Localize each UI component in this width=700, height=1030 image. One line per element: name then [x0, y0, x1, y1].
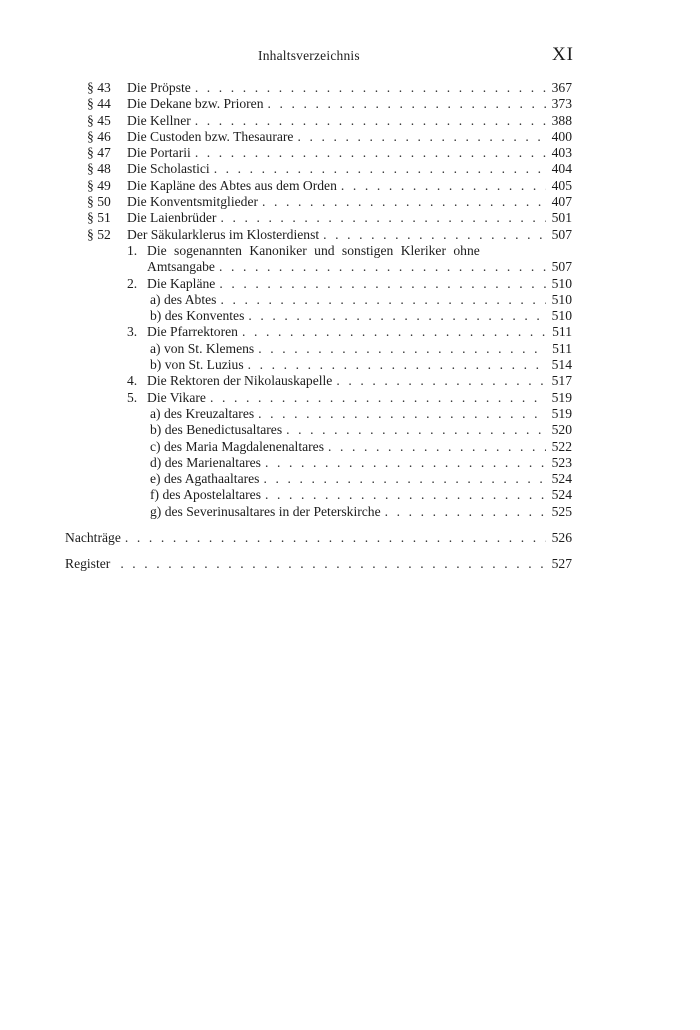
toc-subsubentry [0, 487, 700, 503]
entry-page: 405 [551, 177, 572, 193]
running-title: Inhaltsverzeichnis [258, 48, 360, 63]
dot-leader [341, 178, 546, 194]
subentry-number: 3. [127, 324, 138, 340]
toc-subentry [0, 276, 700, 292]
table-of-contents [0, 80, 700, 573]
entry-title: Nachträge [65, 530, 121, 546]
dot-leader [286, 422, 545, 438]
entry-title: Die Portarii [127, 145, 191, 161]
toc-subsubentry [0, 341, 700, 357]
toc-subsubentry [0, 422, 700, 438]
dot-leader [220, 292, 545, 308]
page-header [0, 46, 700, 70]
dot-leader [263, 471, 545, 487]
toc-entry [0, 113, 700, 129]
entry-title: Register [65, 556, 111, 572]
toc-entry [0, 145, 700, 161]
entry-page: 400 [551, 128, 572, 144]
entry-page: 520 [551, 422, 572, 438]
section-number: § 44 [87, 96, 111, 112]
entry-page: 527 [551, 556, 572, 572]
entry-title: Die Kapläne des Abtes aus dem Orden [127, 177, 337, 193]
entry-title: b) des Konventes [150, 308, 245, 324]
entry-title: Die Dekane bzw. Prioren [127, 96, 264, 112]
entry-title: Die Konventsmitglieder [127, 194, 258, 210]
dot-leader [195, 113, 546, 129]
dot-leader [195, 80, 546, 96]
toc-subentry [0, 324, 700, 340]
entry-title: d) des Marienaltares [150, 454, 261, 470]
entry-title: Die Vikare [147, 389, 206, 405]
entry-page: 519 [551, 405, 572, 421]
dot-leader [258, 406, 545, 422]
toc-subsubentry [0, 308, 700, 324]
dot-leader [258, 341, 546, 357]
entry-title: Die Kellner [127, 112, 191, 128]
entry-page: 510 [551, 275, 572, 291]
entry-title: Die Scholastici [127, 161, 210, 177]
entry-title: a) von St. Klemens [150, 340, 255, 356]
entry-title: f) des Apostelaltares [150, 487, 261, 503]
section-number: § 45 [87, 112, 111, 128]
dot-leader [195, 145, 546, 161]
entry-page: 507 [551, 259, 572, 275]
toc-entry [0, 227, 700, 243]
dot-leader [248, 308, 545, 324]
toc-subsubentry [0, 292, 700, 308]
dot-leader [268, 96, 546, 112]
section-number: § 51 [87, 210, 111, 226]
spacer [0, 520, 700, 530]
entry-page: 510 [551, 291, 572, 307]
entry-page: 523 [551, 454, 572, 470]
dot-leader [265, 487, 546, 503]
entry-title: Amtsangabe [147, 259, 215, 275]
toc-entry [0, 178, 700, 194]
entry-title: Die Rektoren der Nikolauskapelle [147, 373, 333, 389]
subentry-number: 4. [127, 373, 138, 389]
toc-entry [0, 161, 700, 177]
dot-leader [210, 390, 546, 406]
entry-title: c) des Maria Magdalenenaltares [150, 438, 324, 454]
subentry-number: 2. [127, 275, 138, 291]
dot-leader [385, 504, 546, 520]
toc-subentry [0, 390, 700, 406]
entry-page: 407 [551, 194, 572, 210]
toc-entry-nachtraege [0, 530, 700, 546]
entry-page: 507 [551, 226, 572, 242]
entry-title: Die Laienbrüder [127, 210, 217, 226]
entry-title: a) des Kreuzaltares [150, 405, 255, 421]
entry-title: Der Säkularklerus im Klosterdienst [127, 226, 320, 242]
entry-page: 511 [552, 340, 572, 356]
toc-subsubentry [0, 504, 700, 520]
entry-page: 373 [551, 96, 572, 112]
entry-title: Die Custoden bzw. Thesaurare [127, 128, 294, 144]
section-number: § 52 [87, 226, 111, 242]
dot-leader [262, 194, 546, 210]
toc-entry [0, 194, 700, 210]
entry-title: Die Pröpste [127, 80, 191, 95]
dot-leader [214, 161, 546, 177]
entry-title: b) des Benedictusaltares [150, 422, 283, 438]
entry-page: 511 [552, 324, 572, 340]
toc-entry-register [0, 556, 700, 572]
dot-leader [328, 439, 546, 455]
toc-entry [0, 129, 700, 145]
entry-page: 526 [551, 530, 572, 546]
entry-title: e) des Agathaaltares [150, 471, 260, 487]
dot-leader [297, 129, 545, 145]
dot-leader [120, 556, 545, 572]
entry-title: a) des Abtes [150, 291, 217, 307]
section-number: § 48 [87, 161, 111, 177]
dot-leader [220, 210, 545, 226]
dot-leader [336, 373, 545, 389]
toc-subentry [0, 243, 700, 259]
toc-subsubentry [0, 357, 700, 373]
toc-entry [0, 210, 700, 226]
toc-entry [0, 96, 700, 112]
section-number: § 47 [87, 145, 111, 161]
section-number: § 43 [87, 80, 111, 95]
toc-subsubentry [0, 406, 700, 422]
dot-leader [125, 530, 546, 546]
entry-page: 524 [551, 471, 572, 487]
toc-subsubentry [0, 471, 700, 487]
entry-title: Die Pfarrektoren [147, 324, 238, 340]
entry-page: 510 [551, 308, 572, 324]
entry-title: Die sogenannten Kanoniker und sonstigen Kleriker ohne [147, 242, 480, 258]
toc-subsubentry [0, 439, 700, 455]
toc-entry [0, 80, 700, 96]
entry-page: 404 [551, 161, 572, 177]
toc-subentry [0, 259, 700, 275]
dot-leader [265, 455, 546, 471]
toc-subentry [0, 373, 700, 389]
entry-page: 403 [551, 145, 572, 161]
entry-page: 524 [551, 487, 572, 503]
section-number: § 49 [87, 177, 111, 193]
dot-leader [219, 259, 546, 275]
entry-title: Die Kapläne [147, 275, 216, 291]
entry-page: 519 [551, 389, 572, 405]
entry-page: 522 [551, 438, 572, 454]
entry-page: 501 [551, 210, 572, 226]
entry-page: 388 [551, 112, 572, 128]
dot-leader [219, 276, 545, 292]
entry-page: 525 [551, 503, 572, 519]
dot-leader [248, 357, 546, 373]
section-number: § 46 [87, 128, 111, 144]
entry-title: g) des Severinusaltares in der Peterskirche [150, 503, 381, 519]
spacer [0, 546, 700, 556]
page-number: XI [551, 44, 574, 65]
entry-title: b) von St. Luzius [150, 357, 244, 373]
dot-leader [323, 227, 545, 243]
dot-leader [242, 324, 546, 340]
entry-page: 514 [551, 357, 572, 373]
toc-subsubentry [0, 455, 700, 471]
entry-page: 367 [551, 80, 572, 95]
subentry-number: 5. [127, 389, 138, 405]
entry-page: 517 [551, 373, 572, 389]
section-number: § 50 [87, 194, 111, 210]
subentry-number: 1. [127, 242, 138, 258]
